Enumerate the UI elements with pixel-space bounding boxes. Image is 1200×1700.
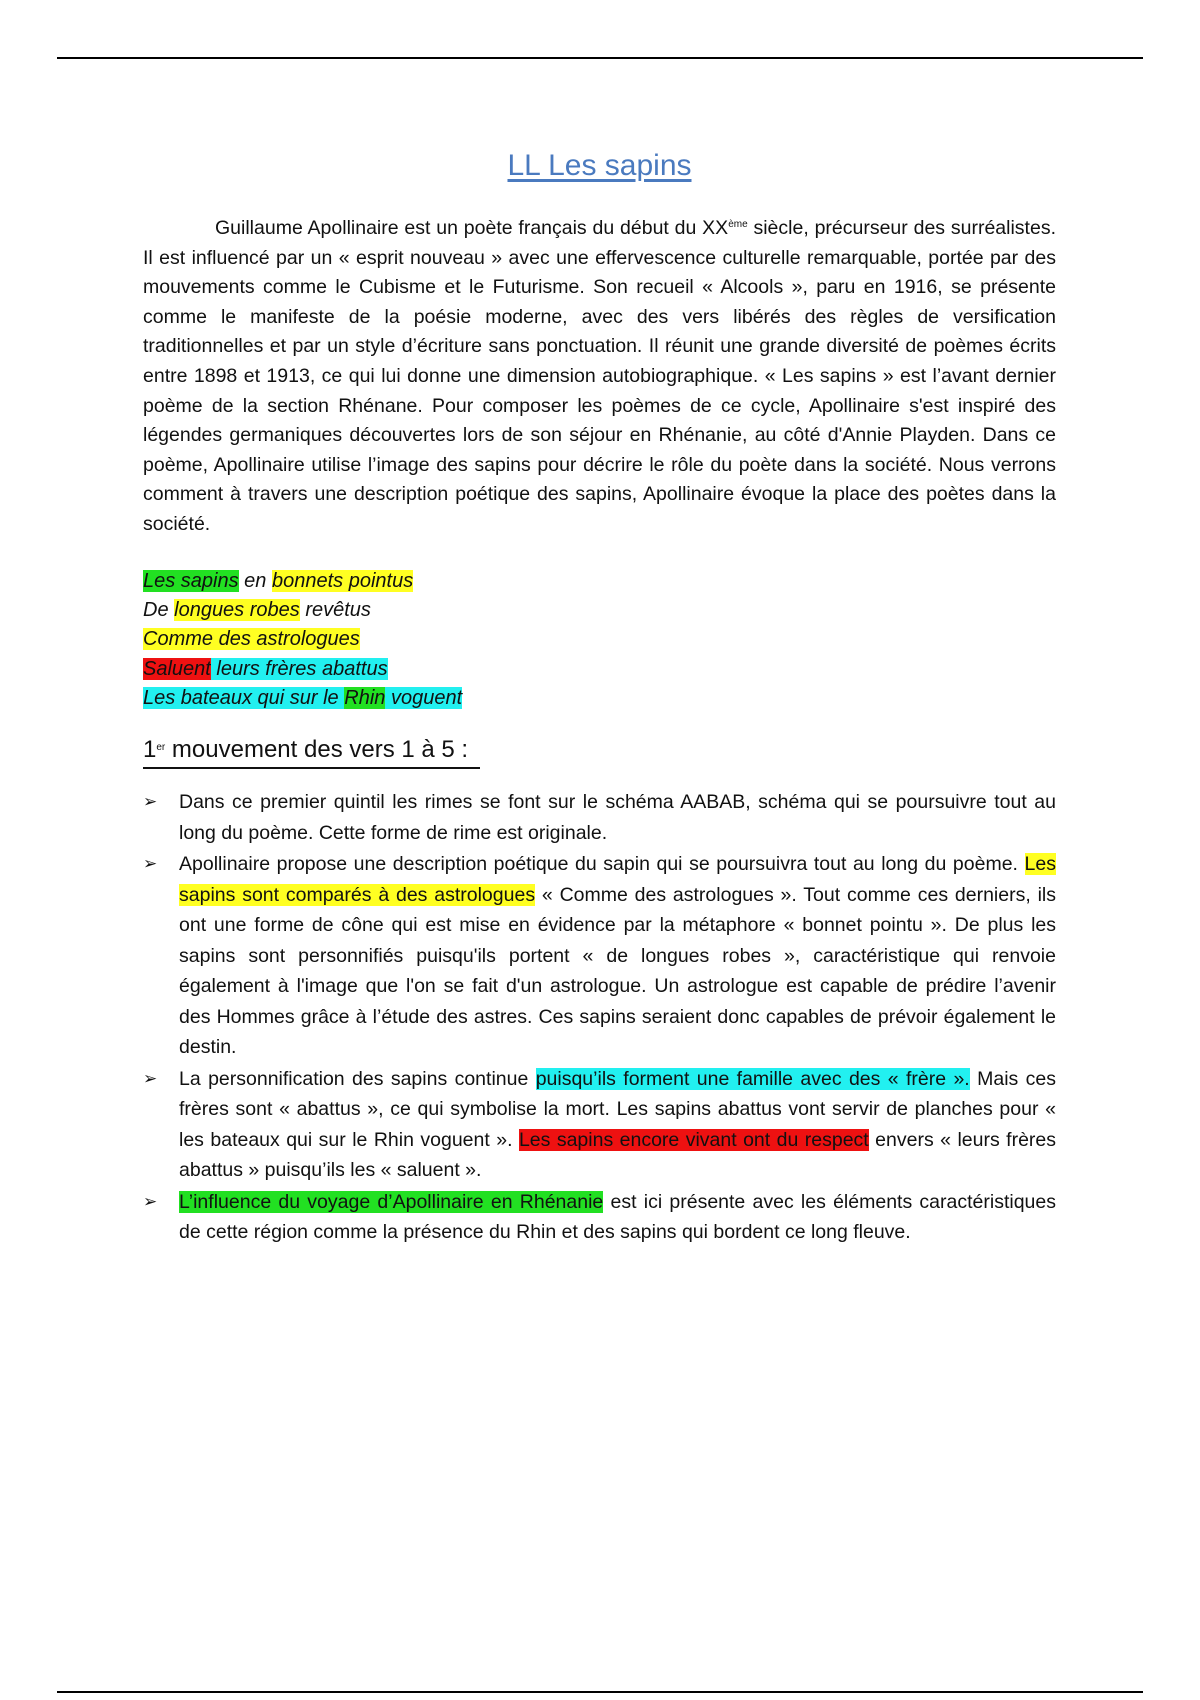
highlight-green: L’influence du voyage d’Apollinaire en Rhénanie (179, 1190, 604, 1213)
poem-text: De (143, 598, 175, 621)
intro-paragraph (143, 214, 1056, 540)
list-item (143, 1064, 1056, 1186)
list-item-text: envers « leurs frères abattus » puisqu’ils les « saluent ». (179, 1128, 1057, 1182)
highlight-yellow: Les sapins sont comparés à des astrologues (179, 853, 1056, 906)
highlight-cyan: Les bateaux qui sur le (143, 687, 345, 710)
poem-excerpt (143, 567, 1056, 714)
list-item-text: Mais ces frères sont « abattus », ce qui symbolise la mort. Les sapins abattus vont servir de planches pour « les bateaux qui sur le Rhin voguent ». (179, 1067, 1057, 1151)
section-heading-text: mouvement des vers 1 à 5 : (165, 736, 469, 764)
arrow-bullet-icon: ➢ (143, 1068, 158, 1088)
list-item-text: « Comme des astrologues ». Tout comme ces derniers, ils ont une forme de cône qui est mise en évidence par la métaphore « bonnet pointu ». De plus les sapins sont personnifiés puisqu'ils portent « de longues robes », caractéristique qui renvoie également à l'image que l'on se fait d'un astrologue. Un astrologue est capable de prédire l’avenir des Hommes grâce à l’étude des astres. Ces sapins seraient donc capables de prévoir également le destin. (179, 883, 1057, 1059)
highlight-cyan: leurs frères abattus (210, 657, 388, 680)
highlight-cyan: voguent (385, 687, 463, 710)
highlight-green: Rhin (344, 687, 386, 710)
section-superscript: er (156, 742, 166, 754)
analysis-list (143, 787, 1056, 1248)
arrow-bullet-icon: ➢ (143, 1191, 158, 1211)
document-body (143, 148, 1056, 1249)
list-item (143, 849, 1056, 1063)
header-rule (57, 57, 1143, 59)
highlight-cyan: puisqu’ils forment une famille avec des « frère ». (535, 1067, 970, 1090)
century-superscript: ème (728, 219, 748, 230)
intro-text-start: Guillaume Apollinaire est un poète français du début du XX (215, 217, 729, 239)
list-item-text: Dans ce premier quintil les rimes se font sur le schéma AABAB, schéma qui se poursuivre tout au long du poème. Cette forme de rime est originale. (179, 791, 1056, 844)
arrow-bullet-icon: ➢ (143, 854, 158, 874)
poem-line-5 (143, 684, 1056, 713)
highlight-red: Les sapins encore vivant ont du respect (518, 1128, 869, 1151)
list-item-text: La personnification des sapins continue (179, 1067, 536, 1090)
list-item (143, 787, 1056, 848)
section-heading (143, 733, 480, 769)
footer-rule (57, 1691, 1143, 1693)
poem-text: en (238, 569, 272, 592)
page-title: LL Les sapins (507, 149, 692, 182)
highlight-red: Saluent (143, 657, 211, 680)
poem-line-4 (143, 655, 1056, 684)
section-number: 1 (143, 736, 157, 764)
intro-text-rest: siècle, précurseur des surréalistes. Il est influencé par un « esprit nouveau » avec une effervescence culturelle remarquable, portée par des mouvements comme le Cubisme et le Futurisme. Son recueil « Alcools », paru en 1916, se présente comme le manifeste de la poésie moderne, avec des vers libérés des règles de versification traditionnelles et par un style d’écriture sans ponctuation. Il réunit une grande diversité de poèmes écrits entre 1898 et 1913, ce qui lui donne une dimension autobiographique. « Les sapins » est l’avant dernier poème de la section Rhénane. Pour composer les poèmes de ce cycle, Apollinaire s'est inspiré des légendes germaniques découvertes lors de son séjour en Rhénanie, au côté d'Annie Playden. Dans ce poème, Apollinaire utilise l’image des sapins pour décrire le rôle du poète dans la société. Nous verrons comment à travers une description poétique des sapins, Apollinaire évoque la place des poètes dans la société. (143, 217, 1056, 535)
poem-line-3 (143, 625, 1056, 654)
highlight-yellow: bonnets pointus (271, 569, 414, 592)
poem-line-1 (143, 567, 1056, 596)
poem-text: revêtus (299, 598, 371, 621)
highlight-green: Les sapins (143, 569, 239, 592)
list-item-text: Apollinaire propose une description poétique du sapin qui se poursuivra tout au long du poème. (179, 853, 1025, 876)
highlight-yellow: longues robes (174, 598, 300, 621)
list-item-text: est ici présente avec les éléments caractéristiques de cette région comme la présence du Rhin et des sapins qui bordent ce long fleuve. (179, 1190, 1056, 1244)
arrow-bullet-icon: ➢ (143, 792, 158, 812)
highlight-yellow: Comme des astrologues (143, 628, 360, 651)
poem-line-2 (143, 596, 1056, 625)
list-item (143, 1187, 1056, 1248)
